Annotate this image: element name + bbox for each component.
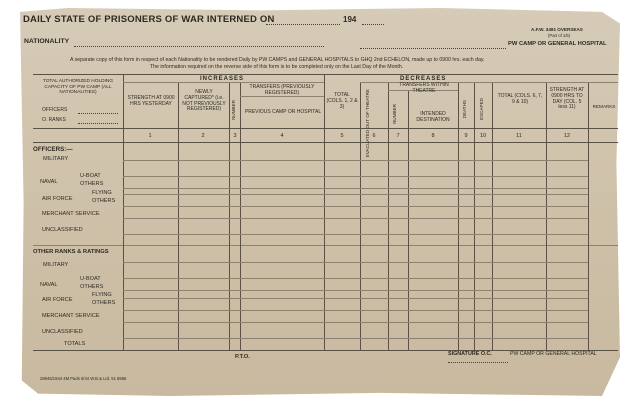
- form-title: DAILY STATE OF PRISONERS OF WAR INTERNED ON: [23, 14, 275, 25]
- col-transfers-within: TRANSFERS WITHIN THEATRE: [399, 82, 449, 94]
- row-unclassified-ranks: UNCLASSIFIED: [42, 329, 83, 335]
- row-naval-others-ranks: OTHERS: [80, 284, 104, 290]
- row-military-ranks: MILITARY: [43, 262, 69, 268]
- increases-header: INCREASES: [200, 76, 245, 82]
- row-naval-others-officers: OTHERS: [80, 181, 104, 187]
- col-strength-yesterday: STRENGTH AT 0900 HRS YESTERDAY: [127, 95, 175, 107]
- col-number-incr: NUMBER: [231, 100, 236, 120]
- instructions-line-1: A separate copy of this form in respect of each Nationality to be rendered Daily by PW CAMPS and GENERAL HOSPITALS to GHQ 2nd ECHELON, made up to 0900 hrs. each day.: [70, 57, 485, 63]
- row-flying-officers: FLYING: [92, 190, 112, 196]
- col-total-decr: TOTAL (COLS. 6, 7, 9 & 10): [497, 93, 543, 105]
- date-field[interactable]: [266, 24, 340, 25]
- form-code-sub: (Part of 1/5): [548, 33, 571, 38]
- row-totals: TOTALS: [64, 341, 86, 347]
- col-number-2: 2: [201, 133, 205, 139]
- col-number-12: 12: [563, 133, 571, 139]
- signature-label: SIGNATURE O.C.: [448, 351, 492, 357]
- printer-line: 28945/1944 4M Pads 6/44 W.B.& Ltd. 51 6866: [40, 376, 127, 381]
- capacity-officers: OFFICERS: [42, 107, 68, 113]
- row-air-force-officers: AIR FORCE: [42, 196, 73, 202]
- capacity-o-ranks: O. RANKS: [42, 117, 66, 123]
- pto-label: P.T.O.: [235, 354, 250, 360]
- row-naval-officers: NAVAL: [40, 179, 58, 185]
- col-number-5: 5: [340, 133, 344, 139]
- section-officers: OFFICERS:—: [33, 146, 73, 153]
- col-newly-captured: NEWLY CAPTURED* (i.e. NOT PREVIOUSLY REGISTERED): [182, 89, 226, 113]
- col-number-11: 11: [516, 133, 522, 139]
- col-total-123: TOTAL (COLS. 1, 2 & 3): [326, 92, 358, 110]
- col-intended-destination: INTENDED DESTINATION: [416, 111, 450, 123]
- row-flying-ranks: FLYING: [92, 292, 112, 298]
- year-field[interactable]: [362, 24, 384, 25]
- row-military-officers: MILITARY: [43, 156, 69, 162]
- year-prefix: 194: [343, 15, 357, 24]
- camp-field[interactable]: [360, 48, 506, 49]
- col-number-4: 4: [280, 133, 284, 139]
- col-evacuated: EVACUATED OUT OF THEATRE: [365, 89, 370, 158]
- col-previous-camp: PREVIOUS CAMP OR HOSPITAL: [244, 109, 322, 115]
- col-strength-today: STRENGTH AT 0900 HRS TO DAY (COL. 5 less 11): [549, 87, 585, 111]
- col-number-7: 7: [396, 133, 400, 139]
- row-unclassified-officers: UNCLASSIFIED: [42, 227, 83, 233]
- signature-camp-label: PW CAMP OR GENERAL HOSPITAL: [510, 351, 597, 357]
- row-air-others-ranks: OTHERS: [92, 300, 116, 306]
- col-deaths: DEATHS: [462, 100, 467, 119]
- signature-field[interactable]: [448, 362, 508, 363]
- nationality-field[interactable]: [74, 46, 324, 47]
- section-other-ranks: OTHER RANKS & RATINGS: [33, 249, 109, 255]
- col-number-8: 8: [431, 133, 435, 139]
- row-u-boat-ranks: U-BOAT: [80, 276, 101, 282]
- col-number-6: 6: [372, 133, 376, 139]
- row-air-others-officers: OTHERS: [92, 198, 116, 204]
- col-number-9: 9: [464, 133, 468, 139]
- camp-label: PW CAMP OR GENERAL HOSPITAL: [508, 41, 607, 47]
- row-merchant-officers: MERCHANT SERVICE: [42, 211, 100, 217]
- capacity-header: TOTAL AUTHORIZED HOLDING CAPACITY OF PW CAMP (ALL NATIONALITIES): [42, 79, 114, 96]
- col-number-10: 10: [479, 133, 487, 139]
- nationality-label: NATIONALITY: [24, 38, 70, 45]
- row-air-force-ranks: AIR FORCE: [42, 297, 73, 303]
- row-merchant-ranks: MERCHANT SERVICE: [42, 313, 100, 319]
- row-u-boat-officers: U-BOAT: [80, 173, 101, 179]
- col-number-3: 3: [233, 133, 237, 139]
- decreases-header: DECREASES: [400, 76, 447, 82]
- col-transfers-prev: TRANSFERS (PREVIOUSLY REGISTERED): [249, 84, 315, 96]
- row-naval-ranks: NAVAL: [40, 282, 58, 288]
- instructions-line-2: The information required on the reverse side of this form is to be completed only on the Last Day of the Month.: [150, 64, 404, 70]
- col-escaped: ESCAPED: [479, 98, 484, 120]
- col-remarks: REMARKS: [592, 104, 616, 109]
- col-number-decr: NUMBER: [392, 104, 397, 124]
- form-code: A.F.W. 3491 OVERSEAS: [531, 27, 583, 32]
- col-number-1: 1: [148, 133, 152, 139]
